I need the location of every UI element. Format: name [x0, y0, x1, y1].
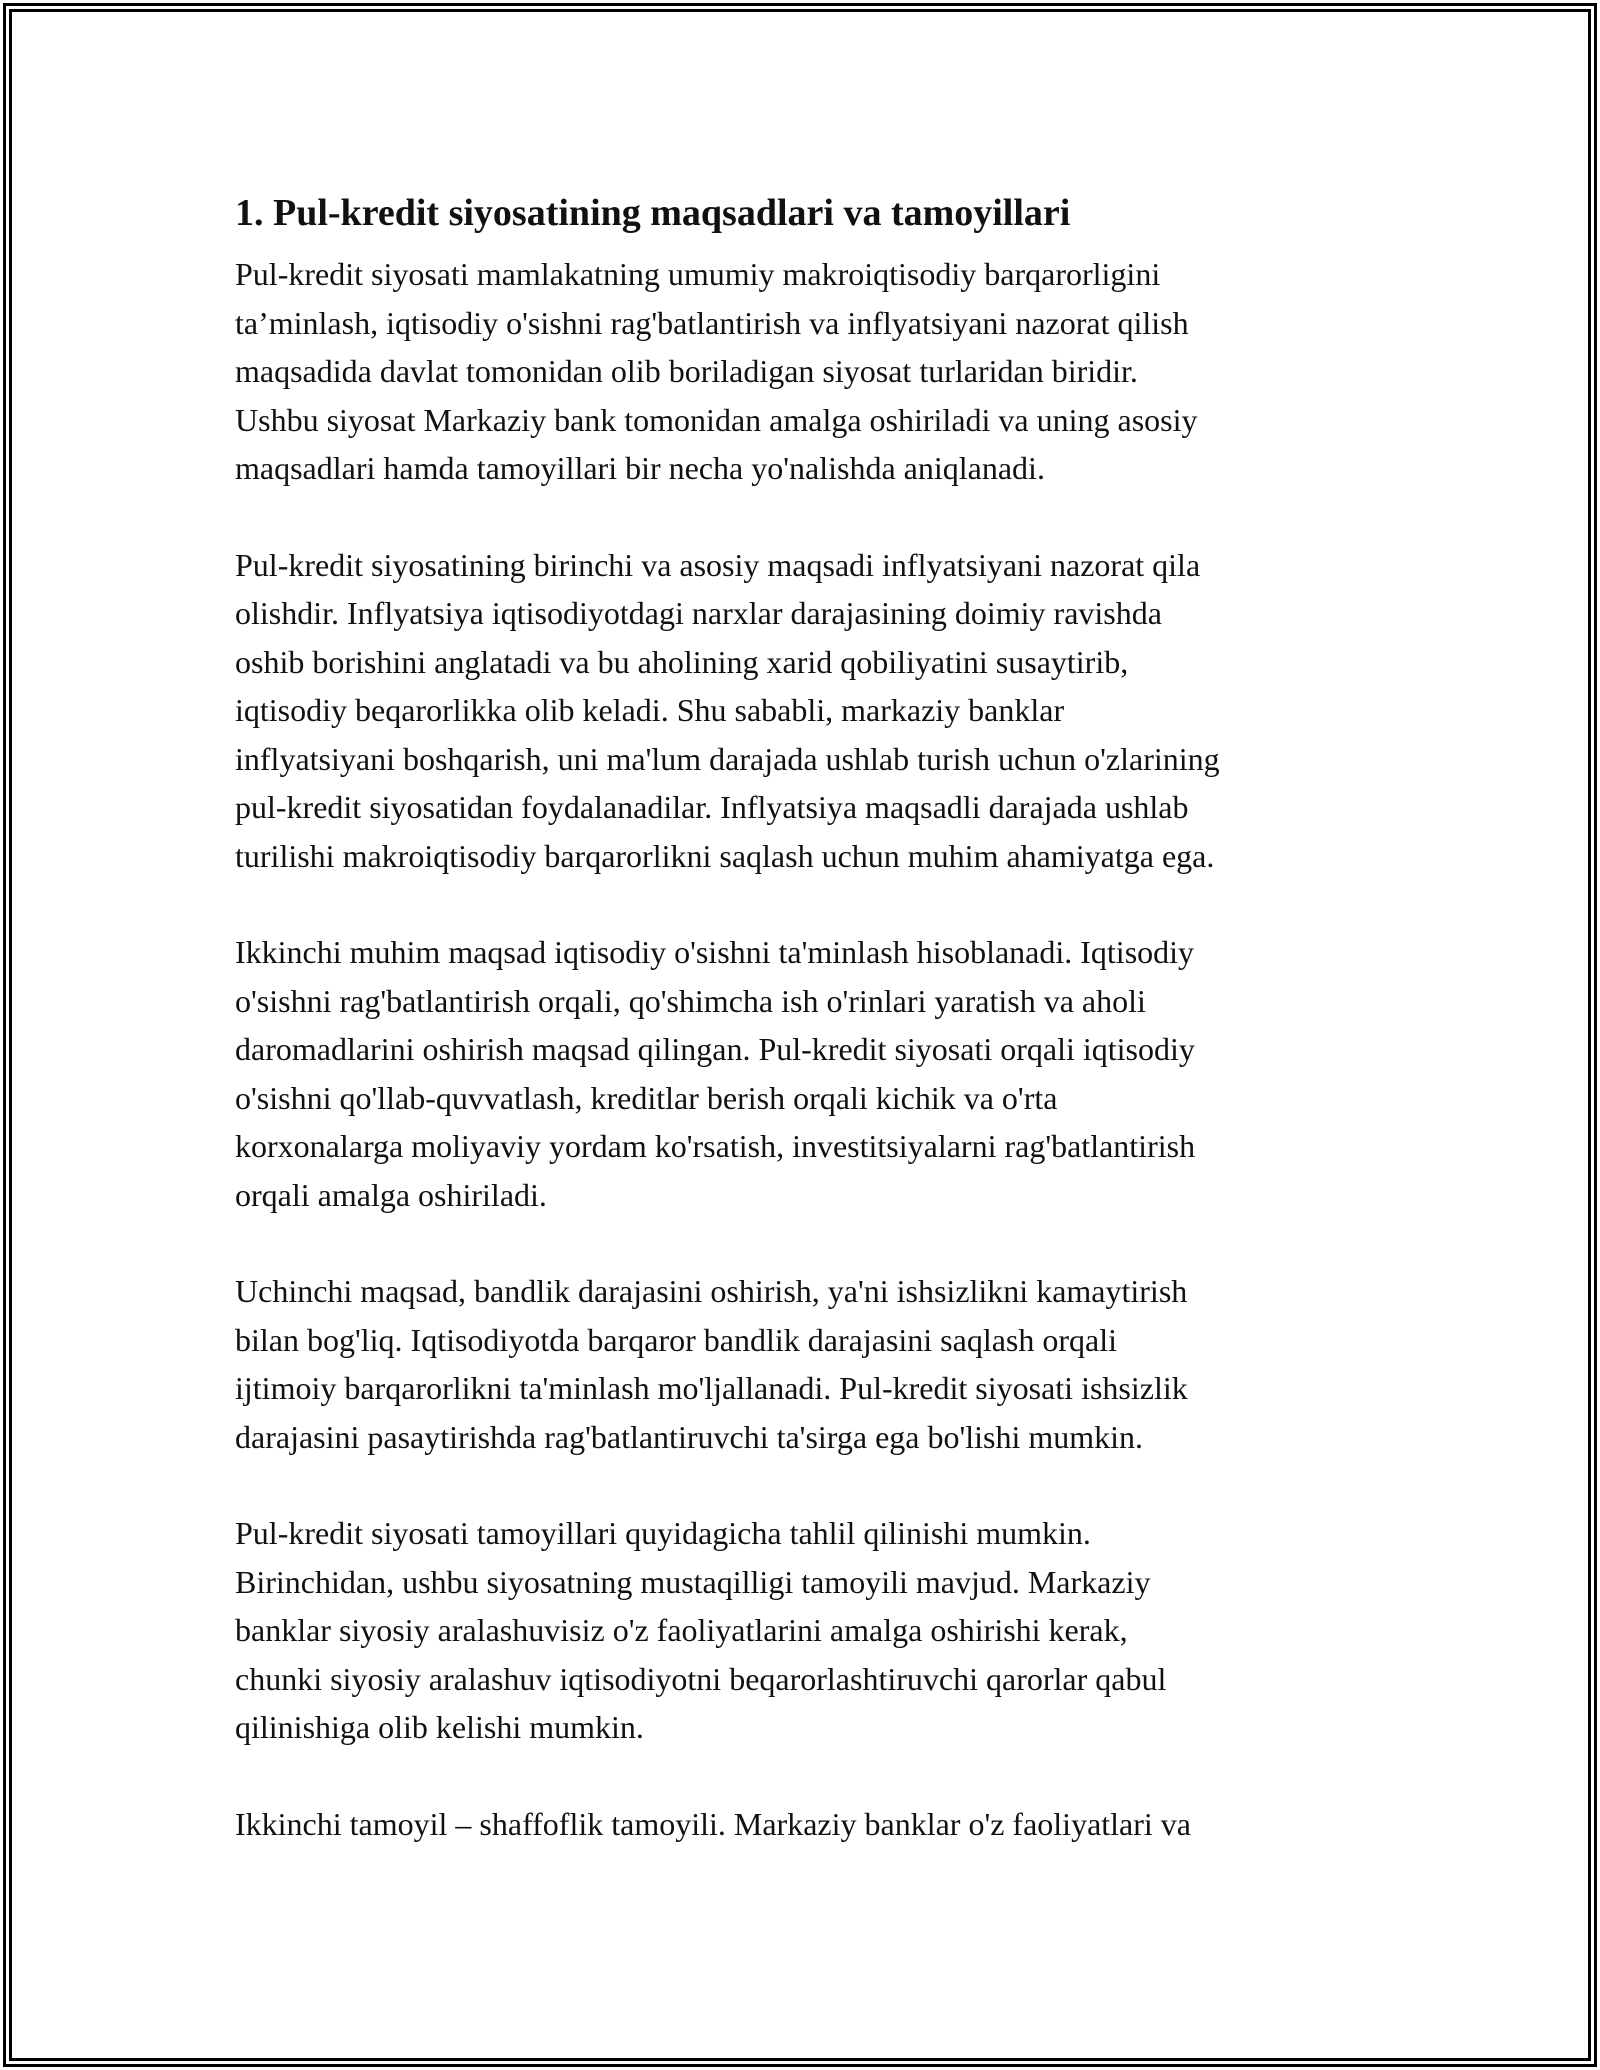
paragraph-intro	[235, 250, 1375, 493]
text-line: Birinchidan, ushbu siyosatning mustaqilligi tamoyili mavjud. Markaziy	[235, 1563, 1151, 1600]
paragraph-growth-goal	[235, 928, 1375, 1219]
text-line: maqsadida davlat tomonidan olib boriladigan siyosat turlaridan biridir.	[235, 353, 1138, 389]
text-line: Pul-kredit siyosatining birinchi va asosiy maqsadi inflyatsiyani nazorat qila	[235, 546, 1201, 583]
text-line: oshib borishini anglatadi va bu aholining xarid qobiliyatini susaytirib,	[235, 643, 1129, 680]
text-line: bilan bog'liq. Iqtisodiyotda barqaror bandlik darajasini saqlash orqali	[235, 1321, 1117, 1358]
text-line: daromadlarini oshirish maqsad qilingan. Pul-kredit siyosati orqali iqtisodiy	[235, 1031, 1195, 1067]
text-line: darajasini pasaytirishda rag'batlantiruvchi ta'sirga ega bo'lishi mumkin.	[235, 1418, 1144, 1455]
section-heading: 1. Pul-kredit siyosatining maqsadlari va tamoyillari	[235, 192, 1071, 234]
text-line: Pul-kredit siyosati mamlakatning umumiy makroiqtisodiy barqarorligini	[235, 256, 1161, 292]
document-body	[235, 188, 1375, 1896]
paragraph-inflation-goal	[235, 541, 1375, 881]
text-line: korxonalarga moliyaviy yordam ko'rsatish, investitsiyalarni rag'batlantirish	[235, 1128, 1196, 1164]
text-line: chunki siyosiy aralashuv iqtisodiyotni beqarorlashtiruvchi qarorlar qabul	[235, 1660, 1167, 1697]
text-line: o'sishni qo'llab-quvvatlash, kreditlar berish orqali kichik va o'rta	[235, 1079, 1058, 1116]
text-line: Ushbu siyosat Markaziy bank tomonidan amalga oshiriladi va uning asosiy	[235, 401, 1198, 438]
text-line: Pul-kredit siyosati tamoyillari quyidagicha tahlil qilinishi mumkin.	[235, 1515, 1091, 1551]
text-line: qilinishiga olib kelishi mumkin.	[235, 1709, 644, 1745]
text-line: maqsadlari hamda tamoyillari bir necha yo'nalishda aniqlanadi.	[235, 450, 1045, 486]
text-line: banklar siyosiy aralashuvisiz o'z faoliyatlarini amalga oshirishi kerak,	[235, 1612, 1128, 1648]
text-line: pul-kredit siyosatidan foydalanadilar. Inflyatsiya maqsadli darajada ushlab	[235, 789, 1189, 825]
text-line: iqtisodiy beqarorlikka olib keladi. Shu sababli, markaziy banklar	[235, 692, 1065, 728]
paragraph-transparency	[235, 1800, 1375, 1849]
text-line: Uchinchi maqsad, bandlik darajasini oshirish, ya'ni ishsizlikni kamaytirish	[235, 1273, 1188, 1309]
paragraph-employment-goal	[235, 1267, 1375, 1461]
text-line: olishdir. Inflyatsiya iqtisodiyotdagi narxlar darajasining doimiy ravishda	[235, 595, 1162, 631]
text-line: Ikkinchi tamoyil – shaffoflik tamoyili. Markaziy banklar o'z faoliyatlari va	[235, 1805, 1191, 1842]
text-line: ijtimoiy barqarorlikni ta'minlash mo'ljallanadi. Pul-kredit siyosati ishsizlik	[235, 1370, 1188, 1406]
text-line: turilishi makroiqtisodiy barqarorlikni saqlash uchun muhim ahamiyatga ega.	[235, 837, 1215, 874]
text-line: inflyatsiyani boshqarish, uni ma'lum darajada ushlab turish uchun o'zlarining	[235, 740, 1220, 777]
text-line: orqali amalga oshiriladi.	[235, 1176, 547, 1213]
text-line: Ikkinchi muhim maqsad iqtisodiy o'sishni ta'minlash hisoblanadi. Iqtisodiy	[235, 934, 1195, 970]
paragraph-principles	[235, 1509, 1375, 1752]
text-line: ta’minlash, iqtisodiy o'sishni rag'batlantirish va inflyatsiyani nazorat qilish	[235, 304, 1189, 341]
text-line: o'sishni rag'batlantirish orqali, qo'shimcha ish o'rinlari yaratish va aholi	[235, 982, 1146, 1019]
